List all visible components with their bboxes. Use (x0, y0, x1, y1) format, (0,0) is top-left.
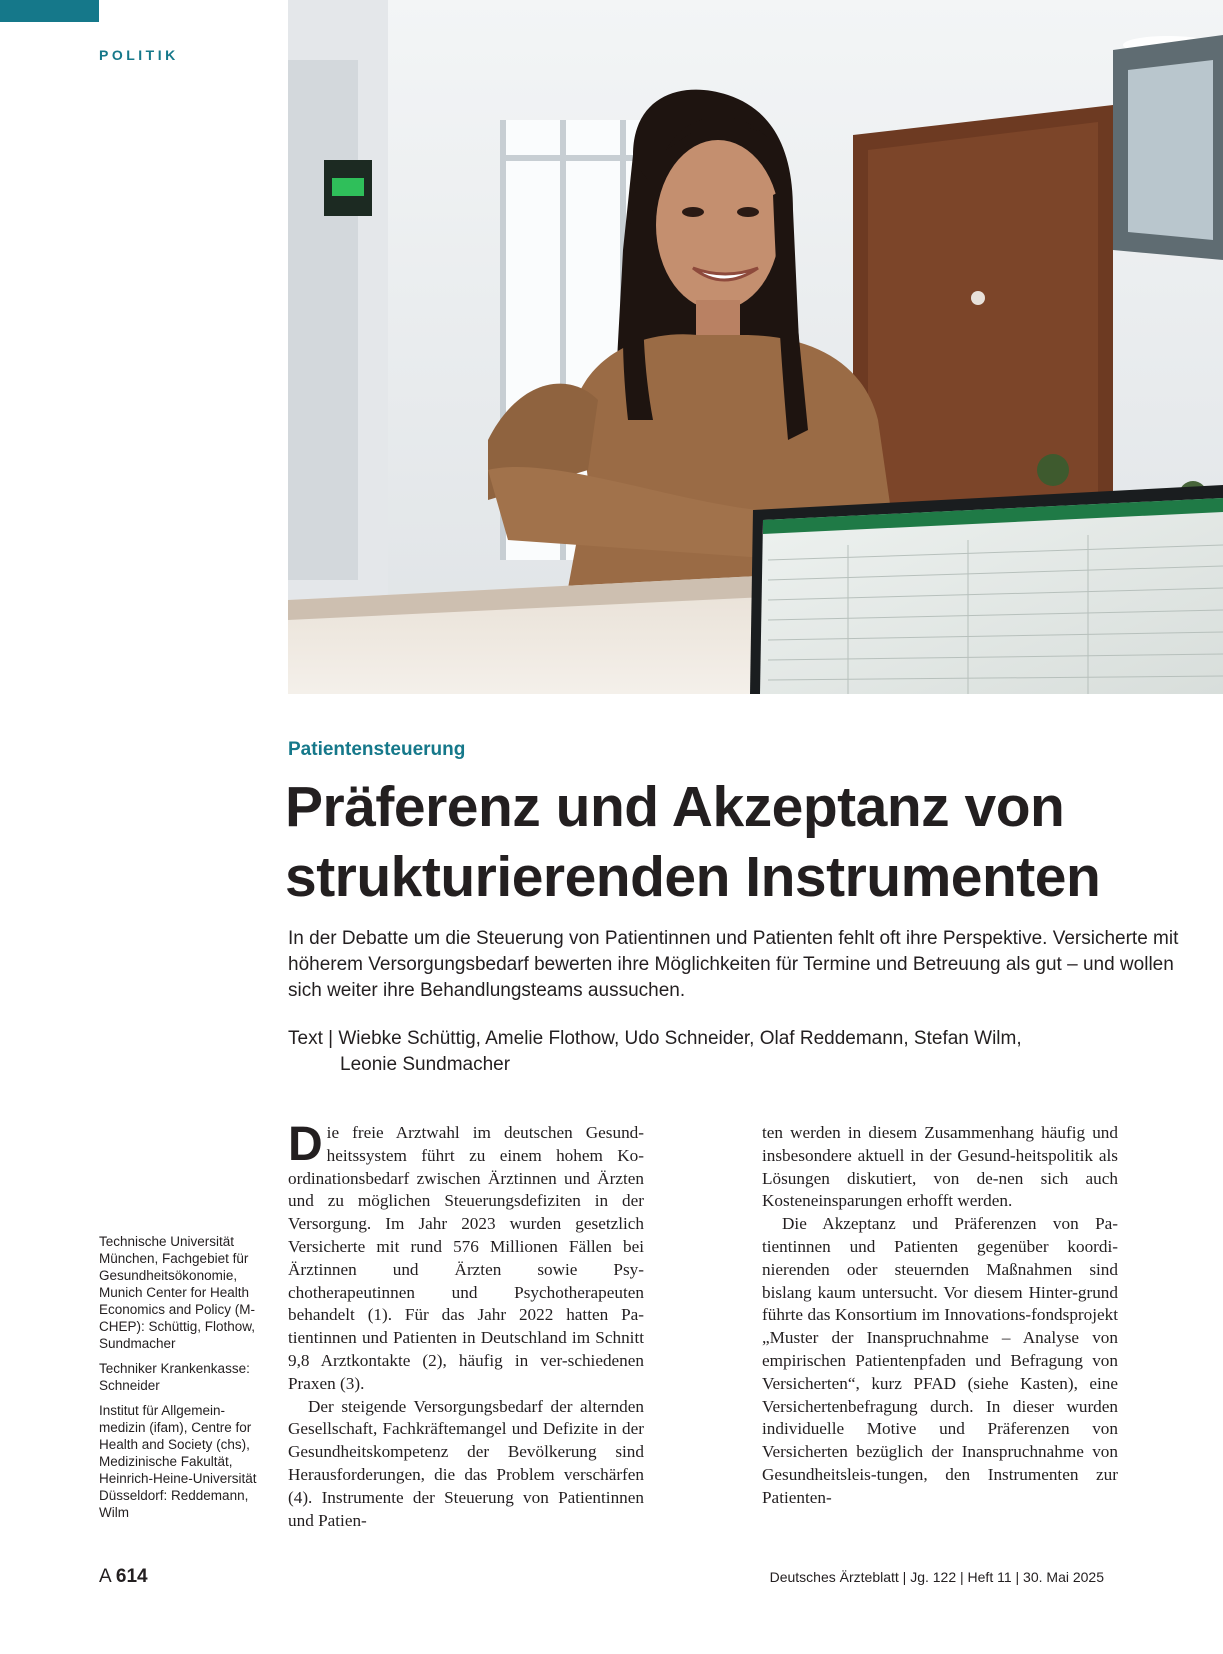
article-title-line-2: strukturierenden Instrumenten (285, 845, 1101, 909)
body-paragraph: Die Akzeptanz und Präferenzen von Pa-tientinnen und Patienten gegenüber koordi-nierenden oder steuernden Maßnahmen sind bislang kaum untersucht. Vor diesem Hinter-grund führte das Konsortium im Innovations-fondsprojekt „Muster der Inanspruchnahme – Analyse von empirischen Patientenpfaden und Befragung von Versicherten“, kurz PFAD (siehe Kasten), eine Versichertenbefragung durch. In dieser wurden individuelle Motive und Präferenzen von Versicherten bezüglich der Inanspruchnahme von Gesundheitsleis-tungen, den Instrumenten zur Patienten- (762, 1214, 1118, 1507)
affiliation-item: Techniker Krankenkasse: Schneider (99, 1361, 250, 1393)
page-number (99, 1566, 148, 1588)
author-label: Text | (288, 1028, 339, 1049)
section-label: POLITIK (99, 47, 179, 63)
body-paragraph: ten werden in diesem Zusammenhang häufig und insbesondere aktuell in der Gesund-heitspolitik als Lösungen diskutiert, von de-nen sich auch Kosteneinsparungen erhofft werden. (762, 1123, 1118, 1211)
page-number-value: 614 (115, 1566, 148, 1587)
article-kicker: Patientensteuerung (288, 739, 466, 760)
corner-accent-bar (0, 0, 99, 22)
body-paragraph-text: ie freie Arztwahl im deutschen Gesund-heitssystem führt zu einem hohem Ko-ordinationsbedarf zwischen Ärztinnen und Ärzten und zu möglichen Steuerungsdefiziten in der Versorgung. Im Jahr 2023 wurden gesetzlich Versicherte mit rund 576 Millionen Fällen bei Ärztinnen und Ärzten sowie Psy-chotherapeutinnen und Psychotherapeuten behandelt (1). Für das Jahr 2022 hatten Pa-tientinnen und Patienten in Deutschland im Schnitt 9,8 Arztkontakte (2), häufig in ver-schiedenen Praxen (3). (288, 1123, 644, 1393)
author-affiliations (99, 1233, 261, 1529)
article-photo (288, 0, 1223, 694)
publication-info: Deutsches Ärzteblatt | Jg. 122 | Heft 11 | 30. Mai 2025 (769, 1569, 1104, 1585)
article-title (285, 772, 1205, 912)
body-paragraph: Der steigende Versorgungsbedarf der alternden Gesellschaft, Fachkräftemangel und Defizite in der Gesundheitskompetenz der Bevölkerung sind Herausforderungen, die das Problem verschärfen (4). Instrumente der Steuerung von Patientinnen und Patien- (288, 1396, 644, 1530)
author-names-line-1: Wiebke Schüttig, Amelie Flothow, Udo Schneider, Olaf Reddemann, Stefan Wilm, (338, 1028, 1022, 1049)
body-column-1 (288, 1118, 644, 1532)
photo-illustration (288, 0, 1223, 694)
author-names-line-2: Leonie Sundmacher (340, 1054, 511, 1075)
page-number-prefix: A (99, 1566, 116, 1587)
body-column-2 (762, 1122, 1118, 1510)
affiliation-item: Institut für Allgemein-medizin (ifam), Centre for Health and Society (chs), Medizinische Fakultät, Heinrich-Heine-Universität Düsseldorf: Reddemann, Wilm (99, 1403, 257, 1520)
drop-cap: D (288, 1118, 323, 1171)
author-byline (288, 1026, 1188, 1078)
body-paragraph (288, 1118, 644, 1396)
article-lead: In der Debatte um die Steuerung von Patientinnen und Patienten fehlt oft ihre Perspektive. Versicherte mit höherem Versorgungsbedarf bewerten ihre Möglichkeiten für Termine und Betreuung als gut – und wollen sich weiter ihre Behandlungsteams aussuchen. (288, 928, 1179, 1001)
article-title-line-1: Präferenz und Akzeptanz von (285, 775, 1065, 839)
affiliation-item: Technische Universität München, Fachgebiet für Gesundheitsökonomie, Munich Center for Health Economics and Policy (M-CHEP): Schüttig, Flothow, Sundmacher (99, 1234, 256, 1351)
